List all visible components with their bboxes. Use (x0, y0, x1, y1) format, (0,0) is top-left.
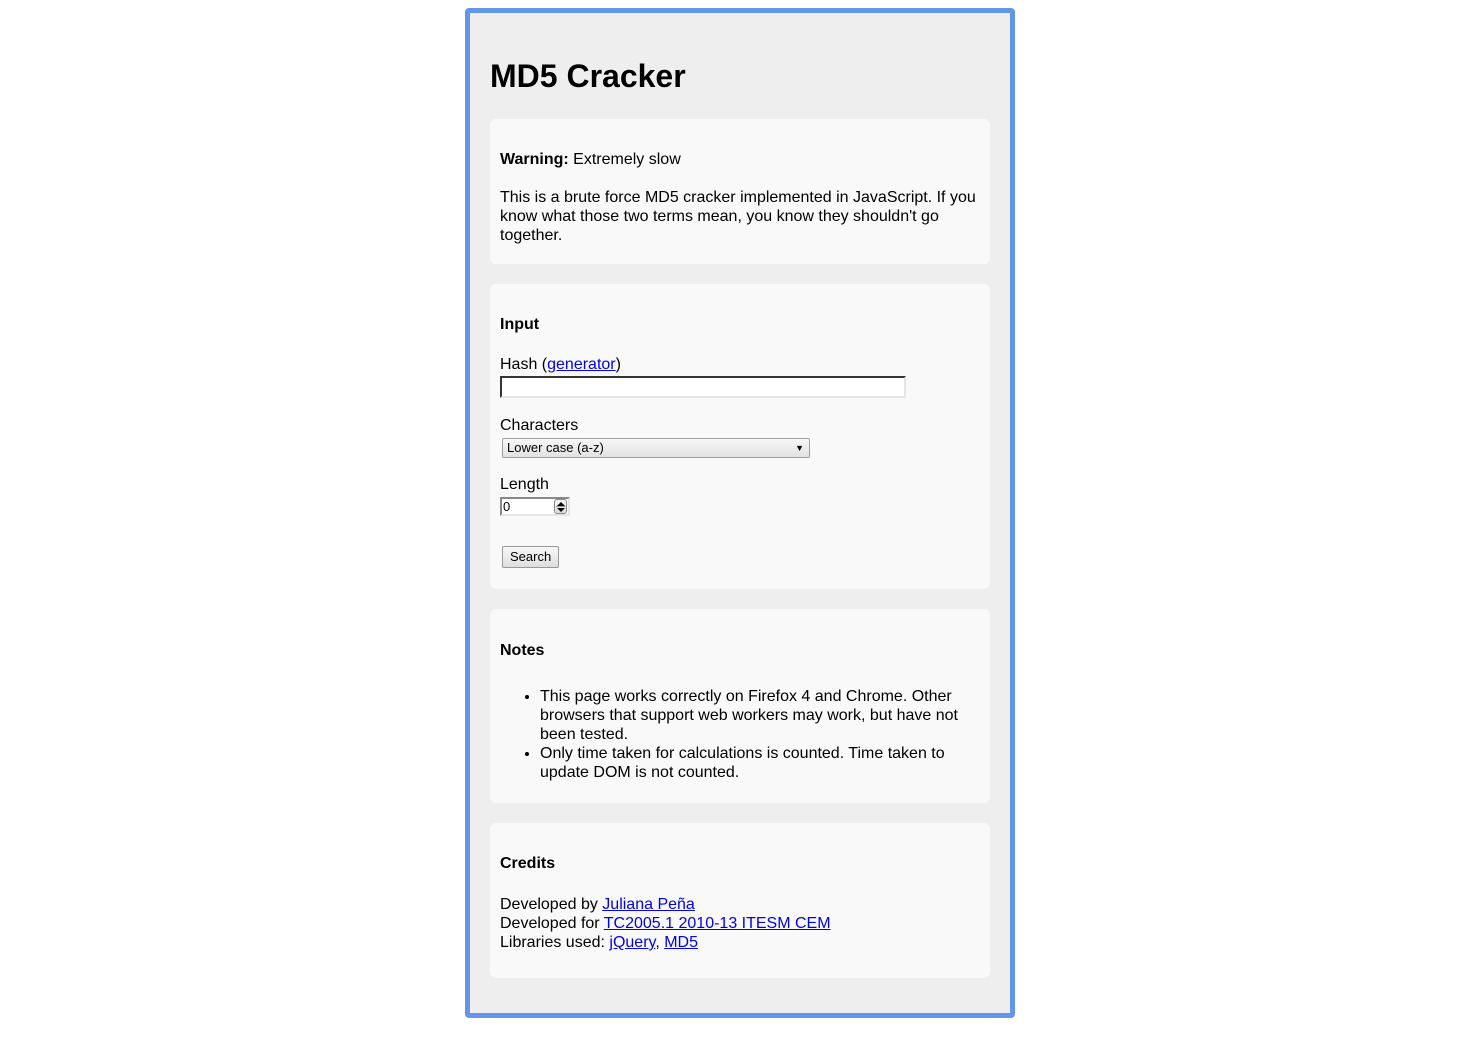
page-container (465, 8, 1015, 1018)
credits-card (490, 823, 990, 978)
course-link[interactable]: TC2005.1 2010-13 ITESM CEM (603, 915, 831, 932)
search-button[interactable]: Search (502, 546, 559, 568)
characters-select[interactable] (502, 438, 810, 458)
jquery-link[interactable]: jQuery (609, 934, 656, 951)
warning-text: Extremely slow (568, 151, 681, 168)
description-text: This is a brute force MD5 cracker implemented in JavaScript. If you know what those two terms mean, you know they shouldn't go together. (500, 189, 976, 244)
spinner-down-icon[interactable] (557, 508, 565, 512)
list-item: • Only time taken for calculations is counted. Time taken to update DOM is not counted. (540, 744, 990, 782)
notes-card (490, 609, 990, 803)
page-title: MD5 Cracker (490, 58, 686, 94)
hash-input[interactable] (500, 376, 906, 398)
warning-card (490, 119, 990, 264)
credits-lines (500, 895, 980, 952)
developed-by-line: Developed by Juliana Peña (500, 896, 695, 913)
length-label: Length (500, 476, 549, 493)
characters-label: Characters (500, 417, 579, 434)
developed-for-line: Developed for TC2005.1 2010-13 ITESM CEM (500, 915, 831, 932)
length-input[interactable] (500, 497, 570, 516)
notes-list (500, 687, 990, 782)
length-spinner[interactable] (554, 499, 567, 514)
md5-link[interactable]: MD5 (664, 934, 698, 951)
libraries-line: Libraries used: jQuery, MD5 (500, 934, 698, 951)
input-heading: Input (500, 316, 540, 333)
generator-link[interactable]: generator (547, 356, 616, 373)
hash-label: Hash (generator) (500, 356, 621, 373)
length-value: 0 (503, 499, 511, 514)
input-card (490, 284, 990, 589)
warning-label: Warning: (500, 151, 569, 168)
characters-selected-value: Lower case (a-z) (507, 440, 604, 455)
warning-line (500, 151, 681, 169)
dropdown-arrow-icon: ▼ (795, 443, 804, 453)
author-link[interactable]: Juliana Peña (602, 896, 695, 913)
list-item: • This page works correctly on Firefox 4 and Chrome. Other browsers that support web workers may work, but have not been tested. (540, 687, 990, 744)
notes-heading: Notes (500, 642, 545, 659)
credits-heading: Credits (500, 855, 556, 872)
